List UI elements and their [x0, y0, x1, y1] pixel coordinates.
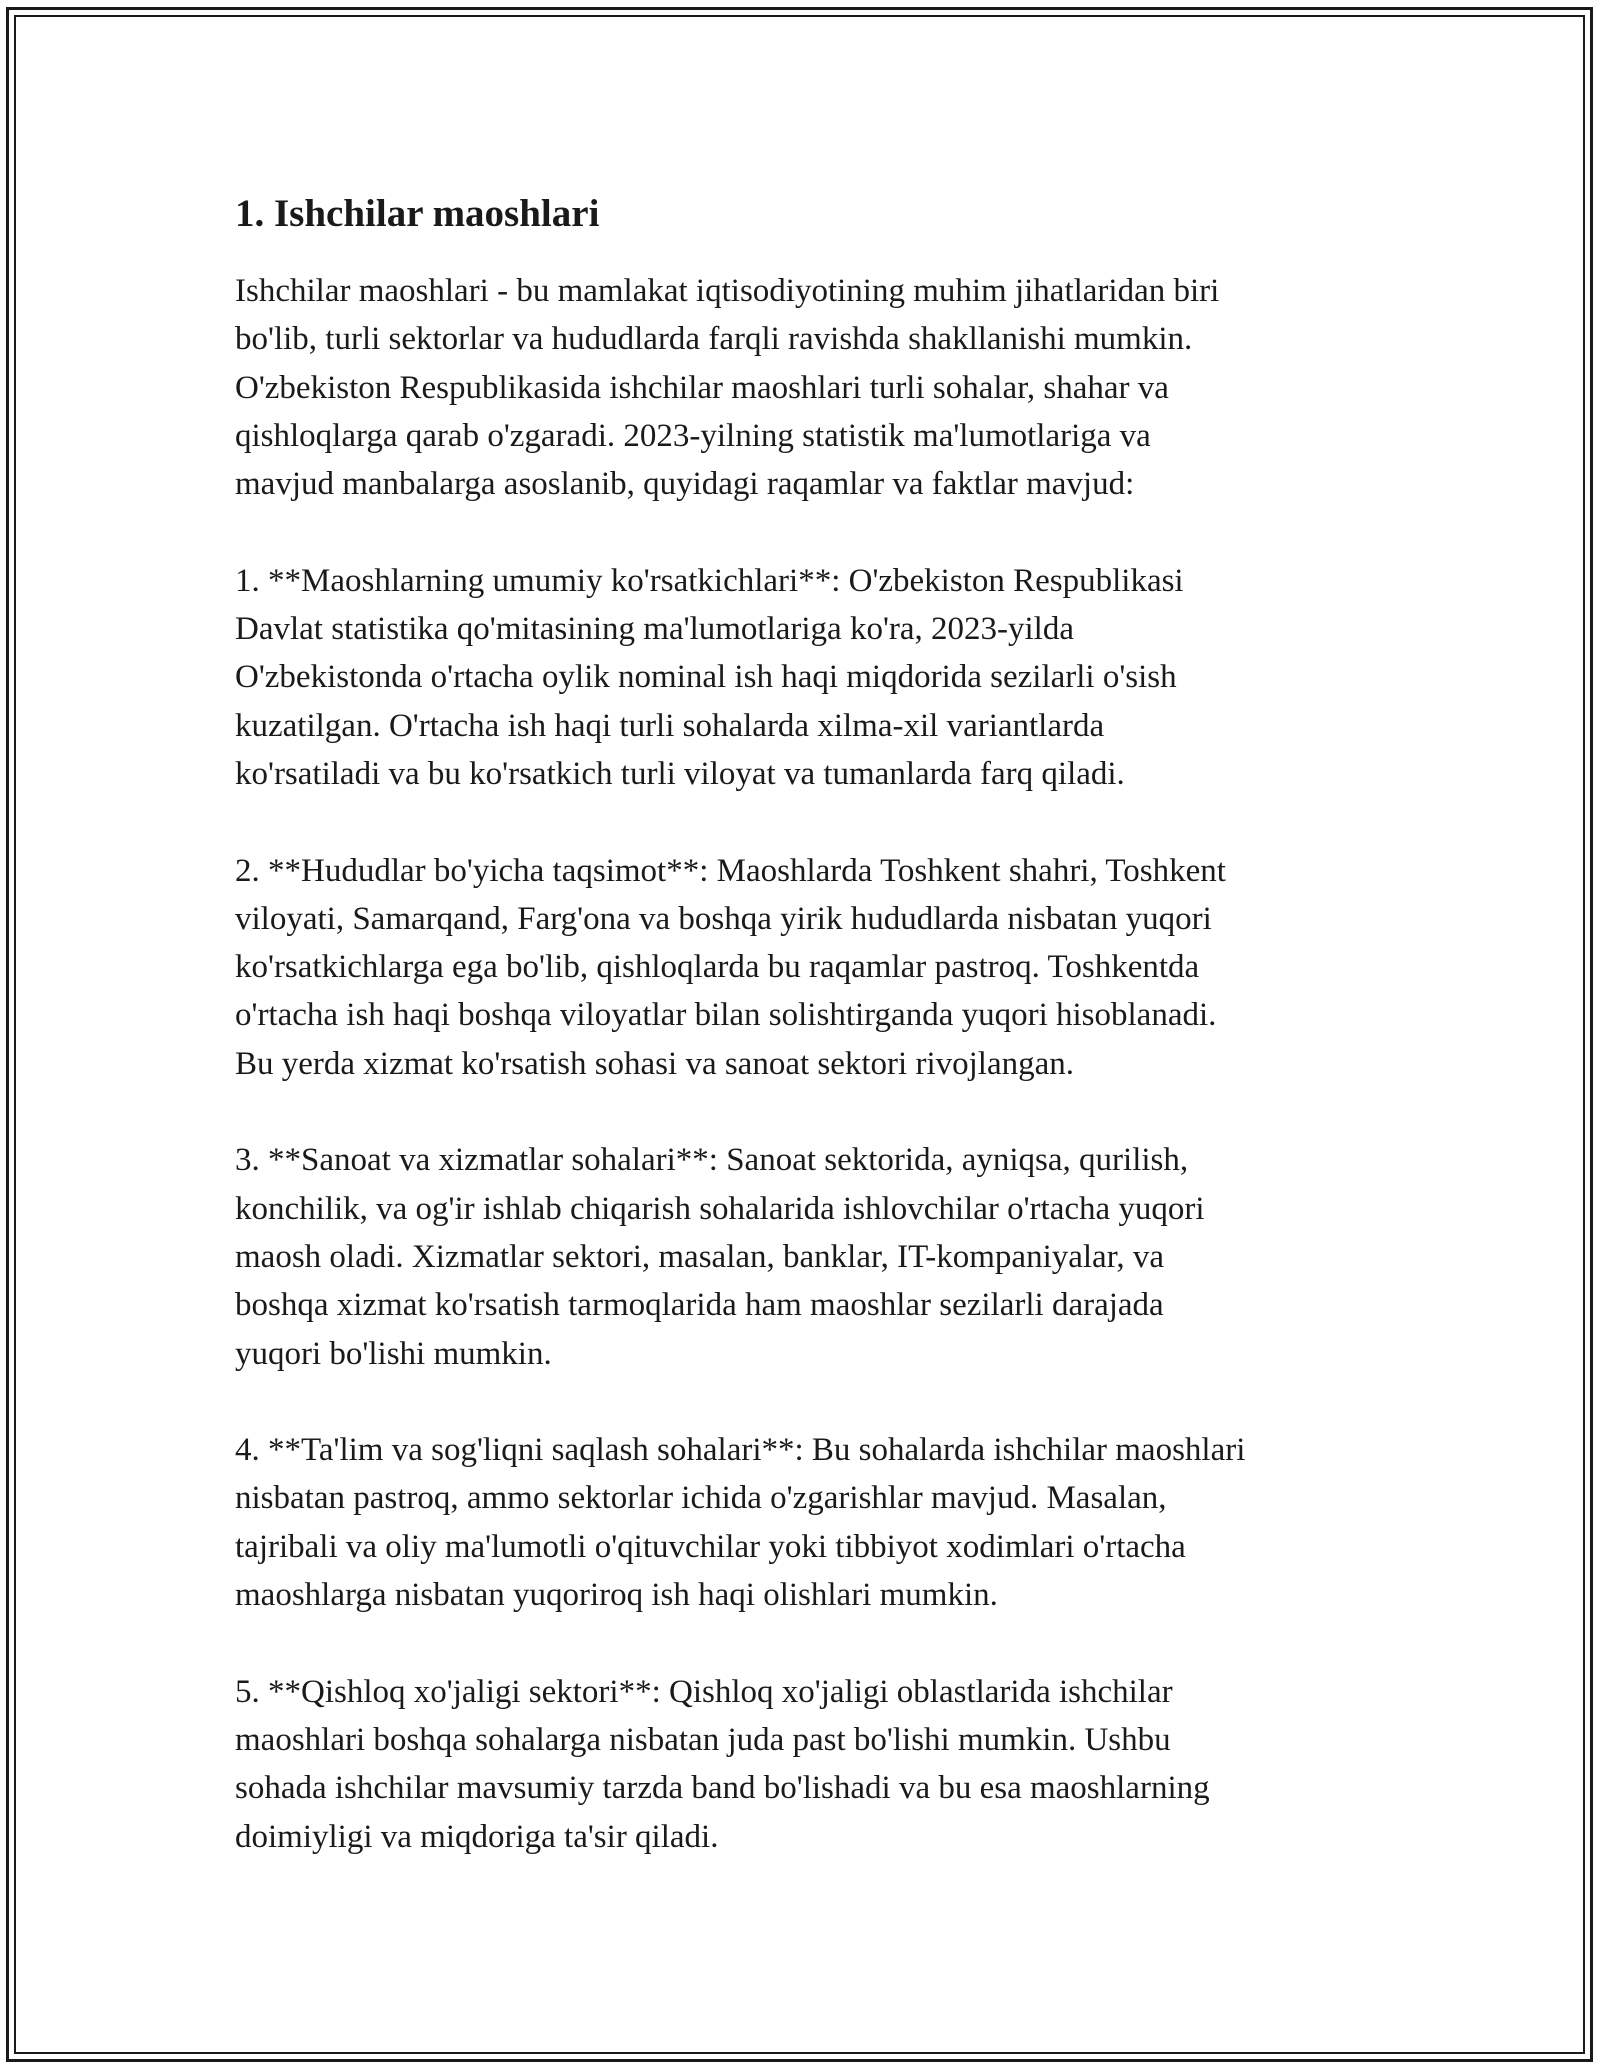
- text-line: O'zbekiston Respublikasida ishchilar maoshlari turli sohalar, shahar va: [235, 369, 1169, 406]
- paragraph-6: [235, 1668, 1385, 1861]
- text-line: maosh oladi. Xizmatlar sektori, masalan, banklar, IT-kompaniyalar, va: [235, 1238, 1165, 1275]
- text-line: 5. **Qishloq xo'jaligi sektori**: Qishloq xo'jaligi oblastlarida ishchilar: [235, 1673, 1173, 1710]
- paragraph-5: [235, 1426, 1385, 1619]
- text-line: viloyati, Samarqand, Farg'ona va boshqa yirik hududlarda nisbatan yuqori: [235, 900, 1212, 937]
- text-line: sohada ishchilar mavsumiy tarzda band bo'lishadi va bu esa maoshlarning: [235, 1770, 1210, 1807]
- document-title: 1. Ishchilar maoshlari: [235, 192, 600, 235]
- text-line: Ishchilar maoshlari - bu mamlakat iqtisodiyotining muhim jihatlaridan biri: [235, 273, 1220, 309]
- paragraph-4: [235, 1136, 1385, 1377]
- document-body: [235, 187, 1385, 1861]
- text-line: tajribali va oliy ma'lumotli o'qituvchilar yoki tibbiyot xodimlari o'rtacha: [235, 1528, 1186, 1565]
- text-line: ko'rsatiladi va bu ko'rsatkich turli viloyat va tumanlarda farq qiladi.: [235, 755, 1125, 792]
- text-line: ko'rsatkichlarga ega bo'lib, qishloqlarda bu raqamlar pastroq. Toshkentda: [235, 949, 1200, 986]
- text-line: kuzatilgan. O'rtacha ish haqi turli sohalarda xilma-xil variantlarda: [235, 707, 1105, 744]
- text-line: o'rtacha ish haqi boshqa viloyatlar bilan solishtirganda yuqori hisoblanadi.: [235, 997, 1217, 1034]
- text-line: 2. **Hududlar bo'yicha taqsimot**: Maoshlarda Toshkent shahri, Toshkent: [235, 852, 1226, 889]
- paragraph-2: [235, 557, 1385, 798]
- text-line: maoshlari boshqa sohalarga nisbatan juda past bo'lishi mumkin. Ushbu: [235, 1721, 1171, 1758]
- paragraph-1: [235, 267, 1385, 508]
- text-line: 1. **Maoshlarning umumiy ko'rsatkichlari**: O'zbekiston Respublikasi: [235, 562, 1184, 599]
- text-line: qishloqlarga qarab o'zgaradi. 2023-yilning statistik ma'lumotlariga va: [235, 417, 1151, 454]
- paragraph-3: [235, 847, 1385, 1088]
- text-line: Bu yerda xizmat ko'rsatish sohasi va sanoat sektori rivojlangan.: [235, 1045, 1075, 1082]
- text-line: konchilik, va og'ir ishlab chiqarish sohalarida ishlovchilar o'rtacha yuqori: [235, 1190, 1205, 1227]
- text-line: 4. **Ta'lim va sog'liqni saqlash sohalari**: Bu sohalarda ishchilar maoshlari: [235, 1432, 1246, 1469]
- text-line: O'zbekistonda o'rtacha oylik nominal ish haqi miqdorida sezilarli o'sish: [235, 659, 1177, 696]
- text-line: maoshlarga nisbatan yuqoriroq ish haqi olishlari mumkin.: [235, 1577, 998, 1614]
- text-line: doimiyligi va miqdoriga ta'sir qiladi.: [235, 1818, 719, 1855]
- text-line: nisbatan pastroq, ammo sektorlar ichida o'zgarishlar mavjud. Masalan,: [235, 1480, 1167, 1517]
- text-line: bo'lib, turli sektorlar va hududlarda farqli ravishda shakllanishi mumkin.: [235, 321, 1193, 358]
- text-line: boshqa xizmat ko'rsatish tarmoqlarida ham maoshlar sezilarli darajada: [235, 1287, 1164, 1324]
- text-line: yuqori bo'lishi mumkin.: [235, 1335, 552, 1372]
- text-line: 3. **Sanoat va xizmatlar sohalari**: Sanoat sektorida, ayniqsa, qurilish,: [235, 1142, 1189, 1179]
- text-line: Davlat statistika qo'mitasining ma'lumotlariga ko'ra, 2023-yilda: [235, 611, 1075, 648]
- paragraph-list: [235, 267, 1385, 1861]
- text-line: mavjud manbalarga asoslanib, quyidagi raqamlar va faktlar mavjud:: [235, 466, 1135, 503]
